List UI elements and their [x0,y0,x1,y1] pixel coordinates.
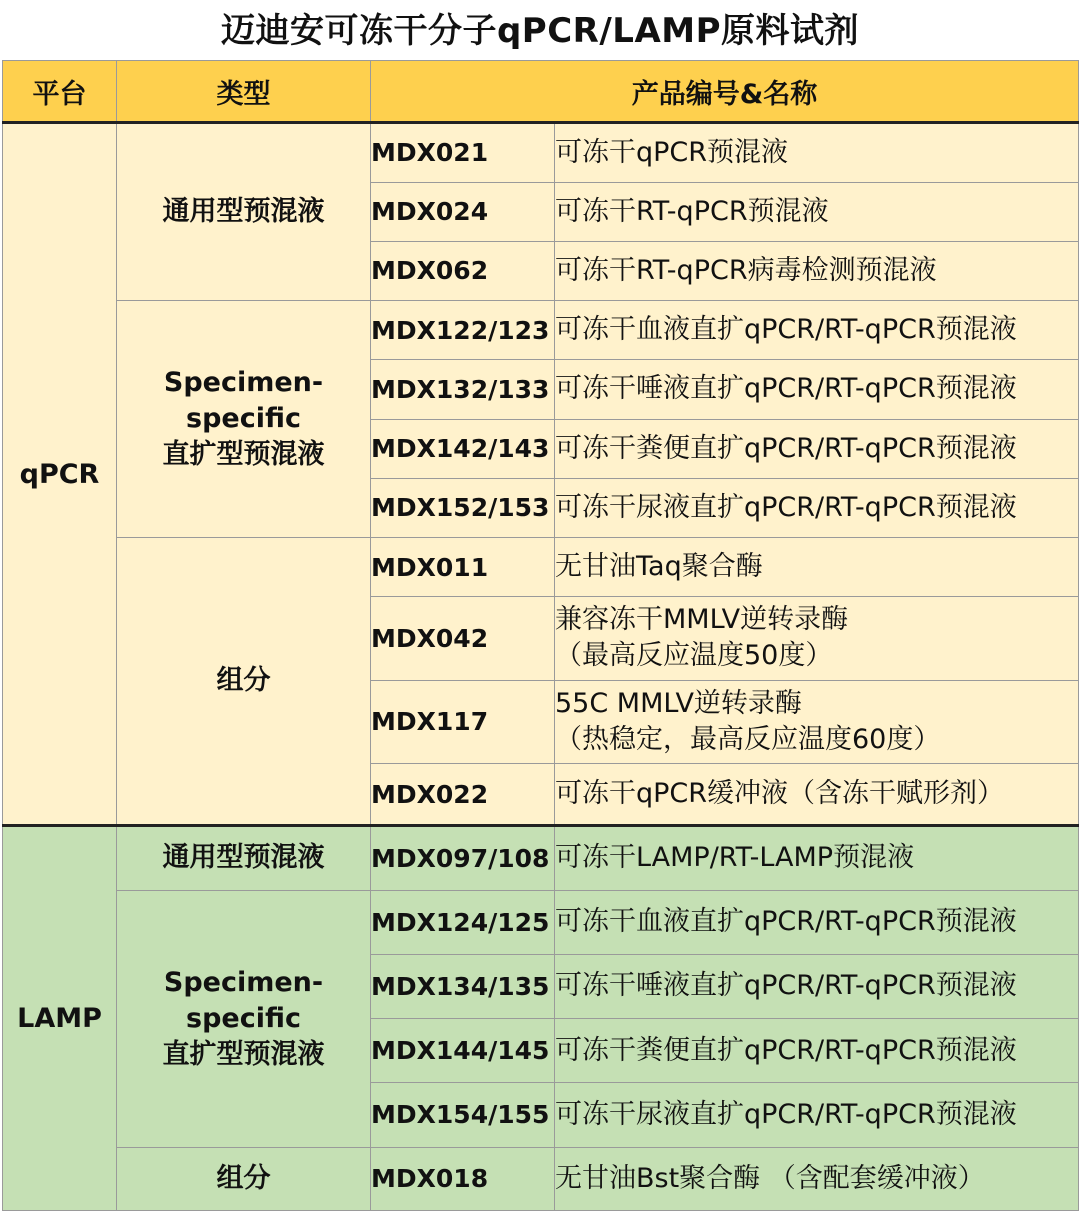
product-code: MDX154/155 [371,1083,555,1147]
product-name: 可冻干qPCR预混液 [555,123,1079,182]
product-code: MDX117 [371,680,555,763]
category-component [117,538,371,826]
table-row [3,123,1079,182]
category-component [117,1147,371,1210]
page-title: 迈迪安可冻干分子qPCR/LAMP原料试剂 [220,11,860,51]
product-code: MDX144/145 [371,1019,555,1083]
product-code: MDX021 [371,123,555,182]
platform-lamp: LAMP [3,826,117,1211]
header-type: 类型 [117,61,371,123]
category-universal-premix [117,826,371,890]
product-name: 可冻干尿液直扩qPCR/RT-qPCR预混液 [555,1083,1079,1147]
product-name: 可冻干qPCR缓冲液（含冻干赋形剂） [555,763,1079,825]
category-universal-premix [117,123,371,301]
product-name: 兼容冻干MMLV逆转录酶 （最高反应温度50度） [555,597,1079,680]
category-specimen-direct [117,890,371,1147]
product-name: 无甘油Taq聚合酶 [555,538,1079,597]
product-code: MDX134/135 [371,954,555,1018]
product-name: 可冻干唾液直扩qPCR/RT-qPCR预混液 [555,360,1079,419]
category-line: specific [186,1002,301,1034]
product-code: MDX024 [371,182,555,241]
table-row [3,538,1079,597]
table-row [3,890,1079,954]
product-code: MDX018 [371,1147,555,1210]
product-name: 可冻干血液直扩qPCR/RT-qPCR预混液 [555,301,1079,360]
product-name: 无甘油Bst聚合酶 （含配套缓冲液） [555,1147,1079,1210]
product-code: MDX042 [371,597,555,680]
platform-qpcr: qPCR [3,123,117,826]
product-code: MDX062 [371,241,555,300]
product-name: 可冻干粪便直扩qPCR/RT-qPCR预混液 [555,419,1079,478]
table-header-row [3,61,1079,123]
product-name: 可冻干RT-qPCR病毒检测预混液 [555,241,1079,300]
category-line: Specimen- [163,367,324,399]
table-row [3,301,1079,360]
product-code: MDX152/153 [371,478,555,537]
product-code: MDX122/123 [371,301,555,360]
table-row [3,826,1079,890]
product-code: MDX124/125 [371,890,555,954]
category-line: Specimen- [163,966,324,998]
product-code: MDX132/133 [371,360,555,419]
product-code: MDX097/108 [371,826,555,890]
product-name: 可冻干尿液直扩qPCR/RT-qPCR预混液 [555,478,1079,537]
category-line: specific [186,403,301,435]
category-line: 通用型预混液 [162,842,325,874]
product-name: 可冻干LAMP/RT-LAMP预混液 [555,826,1079,890]
category-line: 组分 [216,665,271,697]
header-platform: 平台 [3,61,117,123]
category-line: 组分 [216,1162,271,1194]
product-name: 可冻干唾液直扩qPCR/RT-qPCR预混液 [555,954,1079,1018]
product-name: 可冻干粪便直扩qPCR/RT-qPCR预混液 [555,1019,1079,1083]
product-code: MDX142/143 [371,419,555,478]
product-name: 可冻干血液直扩qPCR/RT-qPCR预混液 [555,890,1079,954]
category-line: 直扩型预混液 [162,1038,325,1070]
product-table [2,60,1079,1211]
product-name: 可冻干RT-qPCR预混液 [555,182,1079,241]
category-specimen-direct [117,301,371,538]
category-line: 通用型预混液 [162,196,325,228]
table-row [3,1147,1079,1210]
product-code: MDX022 [371,763,555,825]
product-code: MDX011 [371,538,555,597]
category-line: 直扩型预混液 [162,439,325,471]
header-product: 产品编号&名称 [371,61,1079,123]
product-name: 55C MMLV逆转录酶 （热稳定，最高反应温度60度） [555,680,1079,763]
